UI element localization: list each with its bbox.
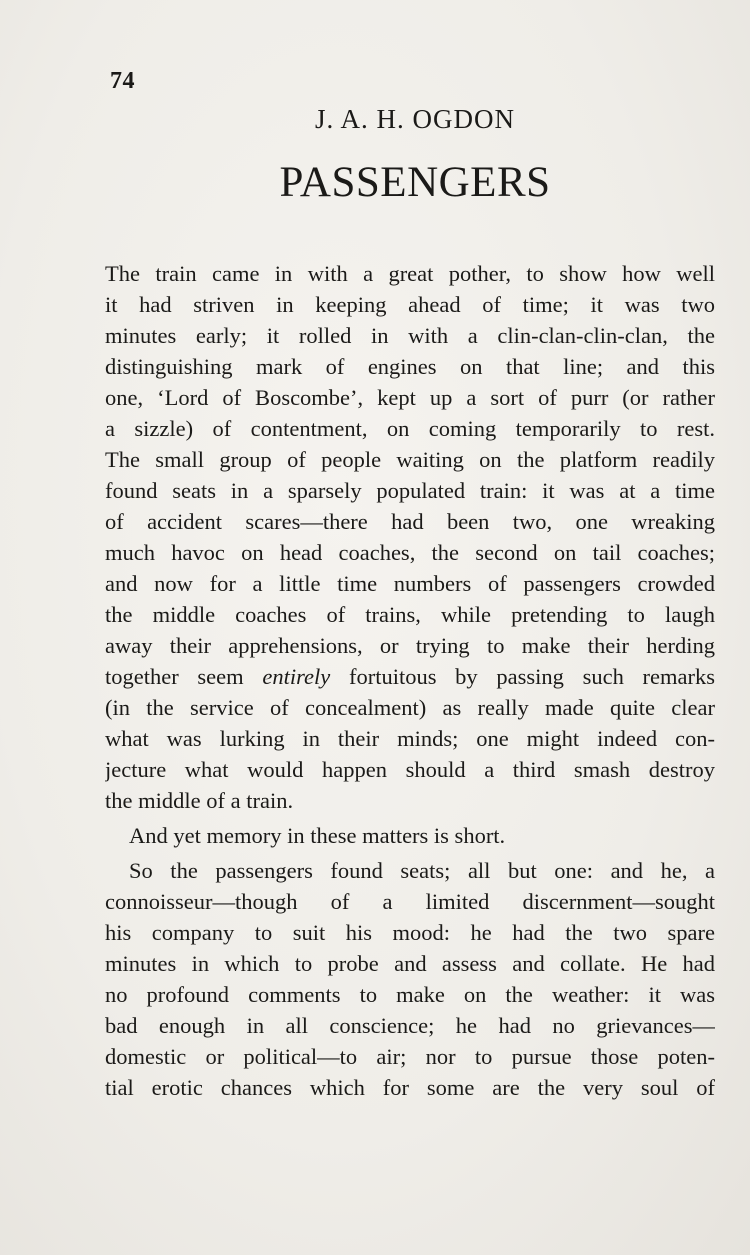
text-line: it had striven in keeping ahead of time; it was two [105, 292, 715, 317]
text-line: found seats in a sparsely populated train: it was at a time [105, 478, 715, 503]
story-body [105, 258, 715, 1103]
text-line: distinguishing mark of engines on that line; and this [105, 354, 715, 379]
text-line: what was lurking in their minds; one might indeed con- [105, 726, 715, 751]
paragraph [105, 820, 715, 851]
text-line: domestic or political—to air; nor to pursue those poten- [105, 1044, 715, 1069]
page-number: 74 [110, 68, 135, 94]
text-line: one, ‘Lord of Boscombe’, kept up a sort of purr (or rather [105, 385, 715, 410]
author-name: J. A. H. OGDON [314, 104, 515, 134]
paragraph [105, 258, 715, 816]
text-line: a sizzle) of contentment, on coming temporarily to rest. [105, 416, 715, 441]
text-line: and now for a little time numbers of passengers crowded [105, 571, 715, 596]
text-line: together seem entirely fortuitous by passing such remarks [105, 664, 715, 689]
text-line: no profound comments to make on the weather: it was [105, 982, 715, 1007]
text-line: (in the service of concealment) as really made quite clear [105, 695, 715, 720]
text-line: tial erotic chances which for some are the very soul of [105, 1075, 715, 1100]
story-title: PASSENGERS [279, 159, 551, 206]
text-line: And yet memory in these matters is short. [129, 823, 506, 848]
text-line: minutes in which to probe and assess and collate. He had [105, 951, 715, 976]
text-line: The train came in with a great pother, to show how well [105, 261, 715, 286]
text-line: the middle coaches of trains, while pretending to laugh [105, 602, 715, 627]
text-line: The small group of people waiting on the platform readily [105, 447, 715, 472]
text-line: connoisseur—though of a limited discernment—sought [105, 889, 715, 914]
text-line: of accident scares—there had been two, one wreaking [105, 509, 715, 534]
paragraph [105, 855, 715, 1103]
text-line: the middle of a train. [105, 788, 294, 813]
text-line: So the passengers found seats; all but one: and he, a [129, 858, 715, 883]
text-line: away their apprehensions, or trying to make their herding [105, 633, 715, 658]
text-line: jecture what would happen should a third smash destroy [105, 757, 715, 782]
text-line: bad enough in all conscience; he had no grievances— [105, 1013, 715, 1038]
text-line: much havoc on head coaches, the second on tail coaches; [105, 540, 715, 565]
text-line: his company to suit his mood: he had the two spare [105, 920, 715, 945]
text-line: minutes early; it rolled in with a clin-clan-clin-clan, the [105, 323, 715, 348]
